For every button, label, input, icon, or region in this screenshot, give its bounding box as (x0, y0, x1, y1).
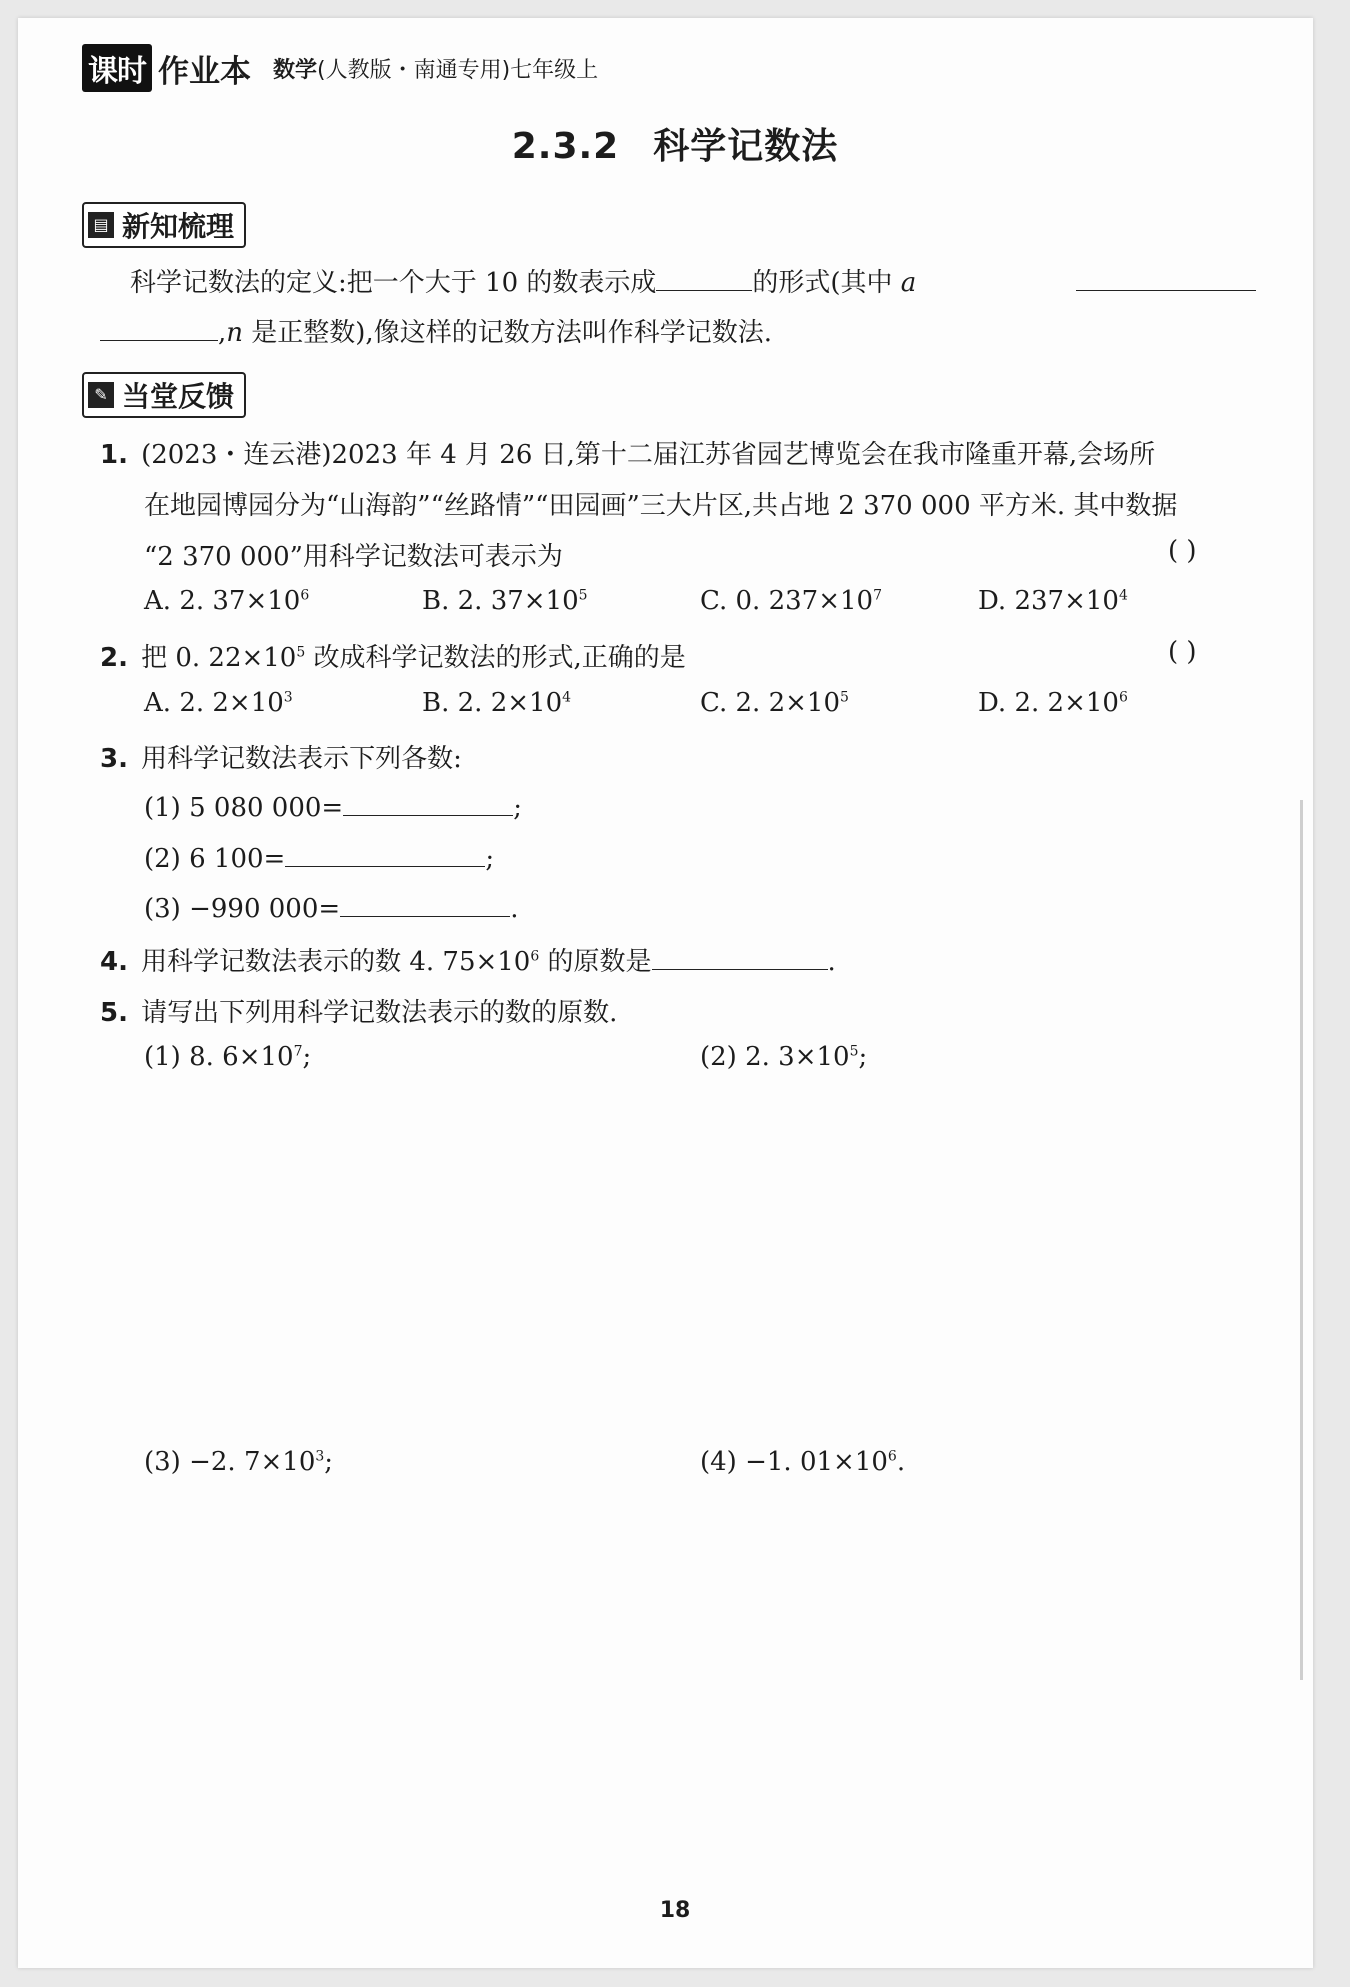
question-number: 4. (100, 947, 128, 977)
q2-text-pre: 把 0. 22×10 (141, 643, 297, 673)
section-feedback (82, 372, 246, 418)
option-exponent: 5 (839, 689, 849, 706)
q3-item-end: ; (513, 793, 522, 823)
q5-item-text: (3) −2. 7×10 (144, 1447, 316, 1477)
q1-option-b[interactable] (422, 586, 588, 616)
option-mantissa: 2. 37×10 (457, 586, 579, 616)
question-number: 2. (100, 643, 128, 673)
lesson-number: 2.3.2 (511, 126, 620, 167)
option-label: D. (978, 586, 1007, 616)
question-5 (100, 992, 617, 1029)
q5-item-end: ; (858, 1042, 868, 1072)
q3-item-2 (144, 840, 494, 874)
definition-comma: , (218, 318, 227, 348)
answer-blank[interactable] (285, 840, 485, 867)
answer-blank[interactable] (100, 314, 218, 341)
q5-item-exponent: 5 (849, 1043, 859, 1060)
question-1 (100, 434, 1155, 471)
series-logo: 课时 (82, 44, 152, 92)
answer-blank[interactable] (343, 789, 513, 816)
q5-item-end: ; (324, 1447, 334, 1477)
q5-item-text: (1) 8. 6×10 (144, 1042, 294, 1072)
page-number: 18 (659, 1898, 691, 1923)
lesson-title (0, 118, 1350, 169)
option-exponent: 4 (562, 689, 572, 706)
section-knowledge (82, 202, 246, 248)
lesson-name: 科学记数法 (653, 126, 839, 167)
question-number: 1. (100, 440, 128, 470)
variable-a: a (900, 268, 917, 298)
q5-item-2 (700, 1042, 867, 1072)
q5-item-exponent: 6 (887, 1448, 897, 1465)
question-3-stem: 用科学记数法表示下列各数: (141, 744, 462, 774)
question-2 (100, 637, 686, 674)
q3-item-end: . (510, 894, 519, 924)
pencil-icon: ✎ (88, 382, 114, 408)
option-exponent: 6 (1118, 689, 1128, 706)
option-mantissa: 2. 2×10 (1014, 688, 1119, 718)
q5-item-1 (144, 1042, 311, 1072)
question-number: 3. (100, 744, 128, 774)
option-exponent: 7 (873, 587, 882, 604)
option-label: C. (700, 586, 728, 616)
q3-item-text: (2) 6 100= (144, 844, 286, 874)
option-mantissa: 2. 2×10 (457, 688, 563, 718)
q3-item-end: ; (485, 844, 495, 874)
option-mantissa: 2. 2×10 (735, 688, 840, 718)
question-5-stem: 请写出下列用科学记数法表示的数的原数. (141, 998, 618, 1028)
q2-option-c[interactable] (700, 688, 849, 718)
q5-item-text: (2) 2. 3×10 (700, 1042, 850, 1072)
question-4-stem (141, 947, 836, 977)
definition-line-1 (130, 262, 916, 299)
q2-option-b[interactable] (422, 688, 571, 718)
answer-paren[interactable]: ( ) (1168, 536, 1197, 566)
subject-name: 数学 (273, 57, 318, 83)
section-knowledge-label: 新知梳理 (122, 210, 235, 243)
variable-n: n (226, 318, 244, 348)
option-mantissa: 0. 237×10 (735, 586, 874, 616)
question-number: 5. (100, 998, 128, 1028)
question-4 (100, 941, 836, 978)
q4-exponent: 6 (530, 948, 540, 965)
book-header (82, 44, 598, 92)
option-label: D. (978, 688, 1007, 718)
question-3 (100, 738, 462, 775)
q5-item-exponent: 7 (293, 1043, 303, 1060)
option-label: A. (144, 688, 172, 718)
q5-item-4 (700, 1447, 905, 1477)
question-2-stem (141, 643, 686, 673)
q4-end: . (827, 947, 836, 977)
subject-line (273, 53, 598, 84)
q2-option-d[interactable] (978, 688, 1128, 718)
edition-info: (人教版・南通专用)七年级上 (317, 57, 599, 83)
option-label: C. (700, 688, 728, 718)
definition-text-1: 科学记数法的定义:把一个大于 10 的数表示成 (130, 268, 657, 298)
option-exponent: 6 (300, 587, 310, 604)
q5-item-text: (4) −1. 01×10 (700, 1447, 888, 1477)
option-label: A. (144, 586, 172, 616)
q5-item-exponent: 3 (315, 1448, 325, 1465)
q2-text-post: 改成科学记数法的形式,正确的是 (305, 643, 686, 673)
answer-blank[interactable] (340, 890, 510, 917)
option-mantissa: 237×10 (1014, 586, 1119, 616)
option-mantissa: 2. 2×10 (179, 688, 284, 718)
q2-exponent: 5 (296, 644, 306, 661)
q4-text-post: 的原数是 (539, 947, 652, 977)
option-exponent: 3 (283, 689, 293, 706)
answer-blank[interactable] (1076, 264, 1256, 291)
answer-blank[interactable] (656, 264, 752, 291)
definition-text-2: 的形式(其中 (752, 268, 901, 298)
q3-item-1 (144, 789, 522, 823)
question-1-line-3: “2 370 000”用科学记数法可表示为 (144, 542, 563, 572)
question-1-line-1: (2023・连云港)2023 年 4 月 26 日,第十二届江苏省园艺博览会在我市隆重开幕,会场所 (141, 440, 1156, 470)
option-mantissa: 2. 37×10 (179, 586, 301, 616)
q3-item-3 (144, 890, 518, 924)
q1-option-a[interactable] (144, 586, 309, 616)
series-name: 作业本 (158, 53, 251, 90)
option-label: B. (422, 688, 450, 718)
q5-item-3 (144, 1447, 333, 1477)
question-1-line-2: 在地园博园分为“山海韵”“丝路情”“田园画”三大片区,共占地 2 370 000 平方米. 其中数据 (144, 491, 1178, 521)
q3-item-text: (1) 5 080 000= (144, 793, 344, 823)
book-icon: ▤ (88, 212, 114, 238)
option-exponent: 4 (1118, 587, 1128, 604)
definition-blank-a[interactable] (1076, 264, 1256, 295)
q2-option-a[interactable] (144, 688, 293, 718)
option-label: B. (422, 586, 450, 616)
definition-line-2 (100, 312, 772, 349)
q5-item-end: ; (302, 1042, 312, 1072)
page-edge-shadow (1300, 800, 1303, 1680)
option-exponent: 5 (578, 587, 588, 604)
q5-item-end: . (896, 1447, 906, 1477)
definition-text-3: 是正整数),像这样的记数方法叫作科学记数法. (243, 318, 772, 348)
answer-paren[interactable]: ( ) (1168, 637, 1197, 667)
section-feedback-label: 当堂反馈 (122, 380, 235, 413)
q3-item-text: (3) −990 000= (144, 894, 341, 924)
q4-text-pre: 用科学记数法表示的数 4. 75×10 (141, 947, 531, 977)
answer-blank[interactable] (652, 943, 828, 970)
q1-option-c[interactable] (700, 586, 882, 616)
q1-option-d[interactable] (978, 586, 1128, 616)
